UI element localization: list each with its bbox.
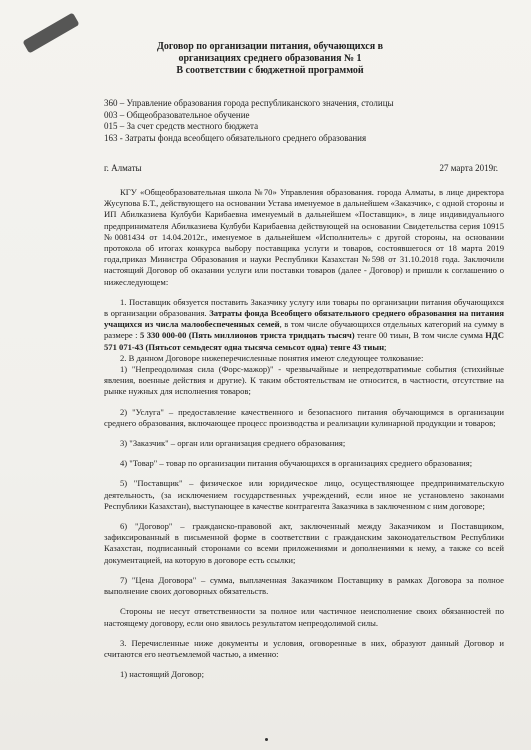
document-title bbox=[120, 41, 420, 77]
clause-3-item: 1) настоящий Договор; bbox=[120, 669, 204, 680]
title-line-1: Договор по организации питания, обучающихся в bbox=[156, 41, 384, 52]
place-date-row bbox=[104, 163, 498, 173]
clause-1-vat: НДС 571 071-43 (Пятьсот семьдесят одна тысяча семьсот одна) тенге 43 тиын bbox=[104, 330, 504, 352]
force-majeure-paragraph: Стороны не несут ответственности за полное или частичное неисполнение своих обязанностей по настоящему договору, если оно явилось результатом непреодолимой силы. bbox=[104, 606, 504, 628]
page-dot bbox=[265, 738, 268, 741]
contract-body bbox=[104, 187, 504, 680]
clause-1-mid2: тенге 00 тиын, В том числе сумма bbox=[354, 330, 486, 341]
contract-date: 27 марта 2019г. bbox=[439, 163, 498, 173]
pen-mark bbox=[22, 12, 79, 53]
clause-3: 3. Перечисленные ниже документы и условия, оговоренные в них, образуют данный Договор и считаются его неотъемлемой частью, а именно: bbox=[104, 637, 504, 659]
definition-item: 2) "Услуга" – предоставление качественного и безопасного питания обучающимся в организации среднего образования, включающее процесс производства и реализации кулинарной продукции и товаров; bbox=[104, 406, 504, 428]
budget-code-line: 015 – За счет средств местного бюджета bbox=[104, 121, 259, 131]
clause-1-fund: Затраты фонда Всеобщего обязательного среднего образования на питания учащихся из числа малообеспеченных семей bbox=[104, 308, 504, 330]
budget-code-line: 360 – Управление образования города республиканского значения, столицы bbox=[104, 98, 394, 108]
definition-item: 1) "Непреодолимая сила (Форс-мажор)" - чрезвычайные и непредотвратимые события (стихийные явления, военные действия и другие). К таким обстоятельствам не относится, в частности, отсутствие на рынке нужных для исполнения товаров; bbox=[104, 364, 504, 397]
clause-1-start: 1. Поставщик обязуется поставить Заказчику услугу или товары по организации питания обучающихся в организации образования. bbox=[104, 296, 504, 319]
clause-1-mid: , в том числе обучающихся отдельных категорий на сумму в размере : bbox=[104, 319, 504, 341]
budget-codes bbox=[104, 98, 394, 144]
clause-1 bbox=[104, 297, 504, 353]
city: г. Алматы bbox=[104, 163, 142, 173]
clause-1-amount: 5 330 000-00 (Пять миллионов триста тридцать тысяч) bbox=[139, 330, 355, 341]
clause-2-intro: 2. В данном Договоре нижеперечисленные понятия имеют следующее толкование: bbox=[120, 352, 424, 363]
definition-item: 6) "Договор" – гражданско-правовой акт, заключенный между Заказчиком и Поставщиком, зафиксированный в письменной форме в соответствии с гражданским законодательством Республики Казахстан, подписанный сторонами со всеми приложениями и дополнениями к нему, а также со всей документацией, на которую в договоре есть ссылки; bbox=[104, 521, 504, 565]
preamble: КГУ «Общеобразовательная школа №70» Управления образования. города Алматы, в лице директора Жусупова Б.Т., действующего на основании Устава именуемое в дальнейшем «Заказчик», с одной стороны и ИП Абилказиева Кулбуби Карибаевна именуемый в дальнейшем «Поставщик», в лице индивидуального предпринимателя Абилказиева Кулбуби Карибаевна действующей на основании Свидетельства серия 10915 №0081434 от 14.04.2012г., именуемое в дальнейшем «Исполнитель» с другой стороны, на основании протокола об итогах конкурса выбору поставщика услуги и товаров, состоявшегося от 18 марта 2019 года,приказ Министра Образования и науки Республики Казахстан №598 от 31.10.2018 года. Заключили настоящий Договор об оказании услуги или поставки товаров (далее - Договор) и пришли к соглашению о нижеследующем: bbox=[104, 187, 504, 287]
definition-item: 7) "Цена Договора" – сумма, выплаченная Заказчиком Поставщику в рамках Договора за полное выполнение своих договорных обязательств. bbox=[104, 574, 504, 597]
definition-item: 4) "Товар" – товар по организации питания обучающихся в организациях среднего образования; bbox=[120, 458, 473, 469]
title-line-3: В соответствии с бюджетной программой bbox=[176, 65, 364, 76]
definition-item: 3) "Заказчик" – орган или организация среднего образования; bbox=[120, 438, 346, 449]
clause-1-end: ; bbox=[384, 341, 387, 352]
definition-item: 5) "Поставщик" – физическое или юридическое лицо, осуществляющее предпринимательскую деятельность, (за исключением государственных учреждений, если иное не установлено законами Республики Казахстан), выступающее в качестве контрагента Заказчика в заключенном с ним договоре; bbox=[104, 478, 504, 511]
budget-code-line: 163 - Затраты фонда всеобщего обязательного среднего образования bbox=[104, 132, 367, 143]
title-line-2: организациях среднего образования № 1 bbox=[178, 53, 362, 64]
budget-code-line: 003 – Общеобразовательное обучение bbox=[104, 109, 250, 120]
